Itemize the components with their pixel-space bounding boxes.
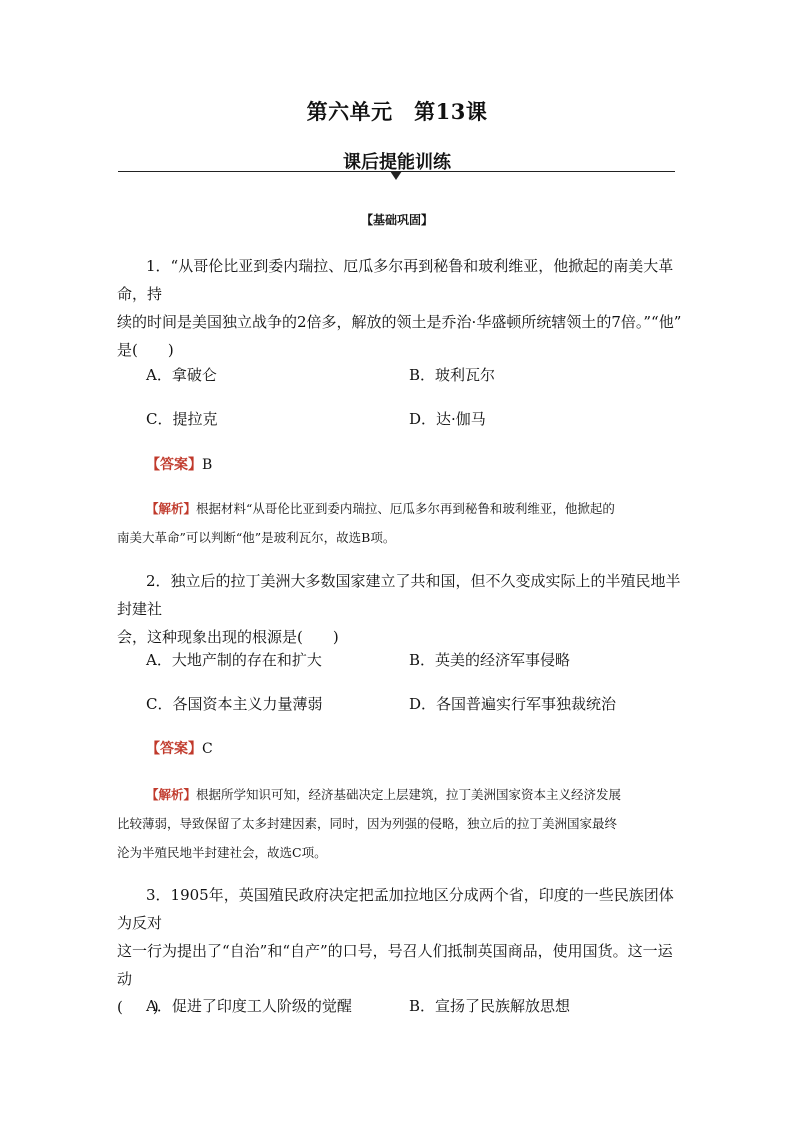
triangle-down-icon	[390, 171, 402, 180]
answer-2	[146, 738, 213, 758]
option-a: A．促进了印度工人阶级的觉醒	[146, 997, 352, 1015]
question-line: 是( )	[117, 341, 174, 359]
option-c: C．提拉克	[146, 410, 218, 428]
explanation-line: 根据材料“从哥伦比亚到委内瑞拉、厄瓜多尔再到秘鲁和玻利维亚，他掀起的	[196, 501, 615, 516]
question-line: ( )	[117, 998, 159, 1016]
explanation-2	[117, 780, 685, 867]
page-title: 第六单元 第13课	[306, 99, 488, 124]
option-a: A．拿破仑	[146, 366, 217, 384]
page-subtitle: 课后提能训练	[343, 152, 451, 173]
answer-tag: 【答案】	[146, 457, 202, 473]
question-1	[117, 252, 685, 364]
explanation-line: 沦为半殖民地半封建社会，故选C项。	[117, 845, 327, 860]
explanation-1	[117, 494, 685, 552]
question-line: 2．独立后的拉丁美洲大多数国家建立了共和国，但不久变成实际上的半殖民地半封建社	[117, 572, 681, 618]
explanation-line: 根据所学知识可知，经济基础决定上层建筑，拉丁美洲国家资本主义经济发展	[196, 787, 622, 802]
option-d: D．各国普遍实行军事独裁统治	[409, 695, 617, 713]
explanation-line: 比较薄弱，导致保留了太多封建因素，同时，因为列强的侵略，独立后的拉丁美洲国家最终	[117, 816, 618, 831]
question-line: 1．“从哥伦比亚到委内瑞拉、厄瓜多尔再到秘鲁和玻利维亚，他掀起的南美大革命，持	[117, 257, 674, 303]
section-heading: 【基础巩固】	[360, 213, 433, 227]
question-line: 这一行为提出了“自治”和“自产”的口号，号召人们抵制英国商品，使用国货。这一运动	[117, 942, 673, 988]
option-b: B．宣扬了民族解放思想	[409, 997, 571, 1015]
option-b: B．英美的经济军事侵略	[409, 651, 571, 669]
answer-tag: 【答案】	[146, 741, 202, 757]
question-line: 3．1905年，英国殖民政府决定把孟加拉地区分成两个省，印度的一些民族团体为反对	[117, 886, 674, 932]
explanation-line: 南美大革命”可以判断“他”是玻利瓦尔，故选B项。	[117, 530, 396, 545]
option-a: A．大地产制的存在和扩大	[146, 651, 322, 669]
question-2	[117, 567, 685, 651]
answer-value: B	[202, 457, 213, 473]
option-b: B．玻利瓦尔	[409, 366, 496, 384]
option-d: D．达·伽马	[409, 410, 486, 428]
answer-value: C	[202, 741, 213, 757]
explanation-tag: 【解析】	[146, 501, 197, 516]
option-c: C．各国资本主义力量薄弱	[146, 695, 323, 713]
question-line: 会，这种现象出现的根源是( )	[117, 628, 339, 646]
question-line: 续的时间是美国独立战争的2倍多，解放的领土是乔治·华盛顿所统辖领土的7倍。”“他”	[117, 313, 682, 331]
answer-1	[146, 454, 212, 474]
explanation-tag: 【解析】	[146, 787, 197, 802]
